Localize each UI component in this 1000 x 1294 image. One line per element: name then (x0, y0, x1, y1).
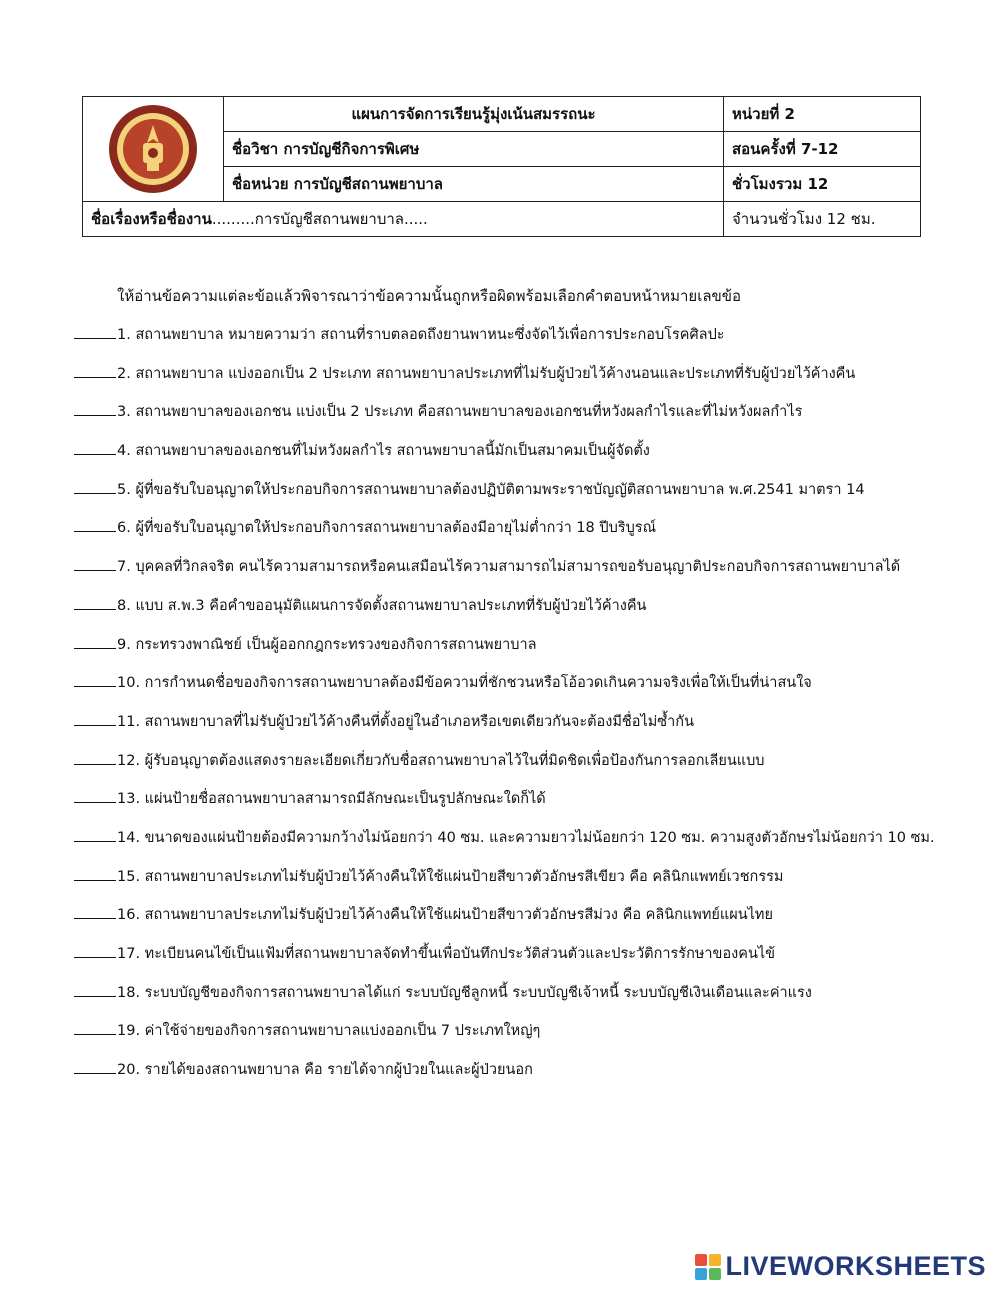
answer-blank[interactable] (74, 630, 116, 649)
question-text: 3. สถานพยาบาลของเอกชน แบ่งเป็น 2 ประเภท คือสถานพยาบาลของเอกชนที่หวังผลกำไรและที่ไม่หวังผลกำไร (117, 404, 803, 421)
question-text: 5. ผู้ที่ขอรับใบอนุญาตให้ประกอบกิจการสถานพยาบาลต้องปฏิบัติตามพระราชบัญญัติสถานพยาบาล พ.ศ.2541 มาตรา 14 (117, 481, 865, 498)
question-text: 4. สถานพยาบาลของเอกชนที่ไม่หวังผลกำไร สถานพยาบาลนี้มักเป็นสมาคมเป็นผู้จัดตั้ง (117, 443, 650, 460)
logo-cell (83, 97, 224, 202)
answer-blank[interactable] (74, 591, 116, 610)
answer-blank[interactable] (74, 668, 116, 687)
question-text: 18. ระบบบัญชีของกิจการสถานพยาบาลได้แก่ ระบบบัญชีลูกหนี้ ระบบบัญชีเจ้าหนี้ ระบบบัญชีเงินเดือนและค่าแรง (117, 984, 812, 1001)
liveworksheets-brand (695, 1251, 986, 1282)
unit-number: หน่วยที่ 2 (724, 97, 921, 132)
list-item (74, 1016, 974, 1055)
list-item (74, 784, 974, 823)
answer-blank[interactable] (74, 513, 116, 532)
list-item (74, 862, 974, 901)
list-item (74, 513, 974, 552)
list-item (74, 746, 974, 785)
question-list (74, 320, 974, 1094)
session-range: สอนครั้งที่ 7-12 (724, 132, 921, 167)
answer-blank[interactable] (74, 900, 116, 919)
answer-blank[interactable] (74, 436, 116, 455)
answer-blank[interactable] (74, 397, 116, 416)
question-text: 7. บุคคลที่วิกลจริต คนไร้ความสามารถหรือคนเสมือนไร้ความสามารถไม่สามารถขอรับอนุญาติประกอบกิจการสถานพยาบาลได้ (117, 559, 901, 576)
list-item (74, 900, 974, 939)
question-text: 11. สถานพยาบาลที่ไม่รับผู้ป่วยไว้ค้างคืนที่ตั้งอยู่ในอำเภอหรือเขตเดียวกันจะต้องมีชื่อไม่ซ้ำกัน (117, 713, 694, 730)
list-item (74, 823, 974, 862)
topic-label: ชื่อเรื่องหรือชื่องาน (91, 210, 212, 228)
list-item (74, 939, 974, 978)
question-text: 9. กระทรวงพาณิชย์ เป็นผู้ออกกฎกระทรวงของกิจการสถานพยาบาล (117, 636, 537, 653)
total-hours: ชั่วโมงรวม 12 (724, 167, 921, 202)
instruction-text: ให้อ่านข้อความแต่ละข้อแล้วพิจารณาว่าข้อความนั้นถูกหรือผิดพร้อมเลือกคำตอบหน้าหมายเลขข้อ (117, 287, 742, 305)
question-text: 15. สถานพยาบาลประเภทไม่รับผู้ป่วยไว้ค้างคืนให้ใช้แผ่นป้ายสีขาวตัวอักษรสีเขียว คือ คลินิกแพทย์เวชกรรม (117, 868, 784, 885)
answer-blank[interactable] (74, 1055, 116, 1074)
list-item (74, 1055, 974, 1094)
question-text: 17. ทะเบียนคนไข้เป็นแฟ้มที่สถานพยาบาลจัดทำขึ้นเพื่อบันทึกประวัติส่วนตัวและประวัติการรักษาของคนไข้ (117, 946, 776, 962)
topic-row (83, 202, 724, 237)
list-item (74, 630, 974, 669)
question-text: 10. การกำหนดชื่อของกิจการสถานพยาบาลต้องมีข้อความที่ชักชวนหรือโอ้อวดเกินความจริงเพื่อให้เป็นที่น่าสนใจ (117, 675, 812, 692)
question-text: 20. รายได้ของสถานพยาบาล คือ รายได้จากผู้ป่วยในและผู้ป่วยนอก (117, 1062, 533, 1079)
answer-blank[interactable] (74, 823, 116, 842)
list-item (74, 707, 974, 746)
question-text: 13. แผ่นป้ายชื่อสถานพยาบาลสามารถมีลักษณะเป็นรูปลักษณะใดก็ได้ (117, 791, 546, 808)
question-text: 16. สถานพยาบาลประเภทไม่รับผู้ป่วยไว้ค้างคืนให้ใช้แผ่นป้ายสีขาวตัวอักษรสีม่วง คือ คลินิกแพทย์แผนไทย (117, 907, 773, 924)
question-text: 19. ค่าใช้จ่ายของกิจการสถานพยาบาลแบ่งออกเป็น 7 ประเภทใหญ่ๆ (117, 1023, 541, 1040)
vocational-commission-seal-icon (107, 103, 199, 195)
lesson-plan-header (82, 96, 921, 237)
question-text: 8. แบบ ส.พ.3 คือคำขออนุมัติแผนการจัดตั้งสถานพยาบาลประเภทที่รับผู้ป่วยไว้ค้างคืน (117, 597, 647, 614)
answer-blank[interactable] (74, 359, 116, 378)
hours-amount: จำนวนชั่วโมง 12 ชม. (724, 202, 921, 237)
answer-blank[interactable] (74, 862, 116, 881)
answer-blank[interactable] (74, 707, 116, 726)
brand-name: LIVEWORKSHEETS (725, 1251, 986, 1281)
question-text: 2. สถานพยาบาล แบ่งออกเป็น 2 ประเภท สถานพยาบาลประเภทที่ไม่รับผู้ป่วยไว้ค้างนอนและประเภทที่รับผู้ป่วยไว้ค้างคืน (117, 365, 856, 382)
list-item (74, 359, 974, 398)
list-item (74, 668, 974, 707)
answer-blank[interactable] (74, 320, 116, 339)
plan-title: แผนการจัดการเรียนรู้มุ่งเน้นสมรรถนะ (224, 97, 724, 132)
list-item (74, 320, 974, 359)
topic-value: .........การบัญชีสถานพยาบาล..... (211, 210, 428, 228)
question-text: 6. ผู้ที่ขอรับใบอนุญาตให้ประกอบกิจการสถานพยาบาลต้องมีอายุไม่ต่ำกว่า 18 ปีบริบูรณ์ (117, 520, 657, 537)
answer-blank[interactable] (74, 475, 116, 494)
question-text: 12. ผู้รับอนุญาตต้องแสดงรายละเอียดเกี่ยวกับชื่อสถานพยาบาลไว้ในที่มิดชิดเพื่อป้องกันการลอกเลียนแบบ (117, 752, 765, 769)
question-text: 1. สถานพยาบาล หมายความว่า สถานที่ราบตลอดถึงยานพาหนะซึ่งจัดไว้เพื่อการประกอบโรคศิลปะ (117, 327, 725, 343)
answer-blank[interactable] (74, 746, 116, 765)
unit-name: ชื่อหน่วย การบัญชีสถานพยาบาล (224, 167, 724, 202)
list-item (74, 475, 974, 514)
answer-blank[interactable] (74, 784, 116, 803)
subject-name: ชื่อวิชา การบัญชีกิจการพิเศษ (224, 132, 724, 167)
answer-blank[interactable] (74, 978, 116, 997)
list-item (74, 552, 974, 591)
list-item (74, 591, 974, 630)
liveworksheets-logo-icon (695, 1254, 721, 1280)
answer-blank[interactable] (74, 552, 116, 571)
question-text: 14. ขนาดของแผ่นป้ายต้องมีความกว้างไม่น้อยกว่า 40 ซม. และความยาวไม่น้อยกว่า 120 ซม. ความสูงตัวอักษรไม่น้อยกว่า 10 ซม. (117, 829, 935, 846)
list-item (74, 436, 974, 475)
answer-blank[interactable] (74, 939, 116, 958)
list-item (74, 397, 974, 436)
answer-blank[interactable] (74, 1016, 116, 1035)
list-item (74, 978, 974, 1017)
